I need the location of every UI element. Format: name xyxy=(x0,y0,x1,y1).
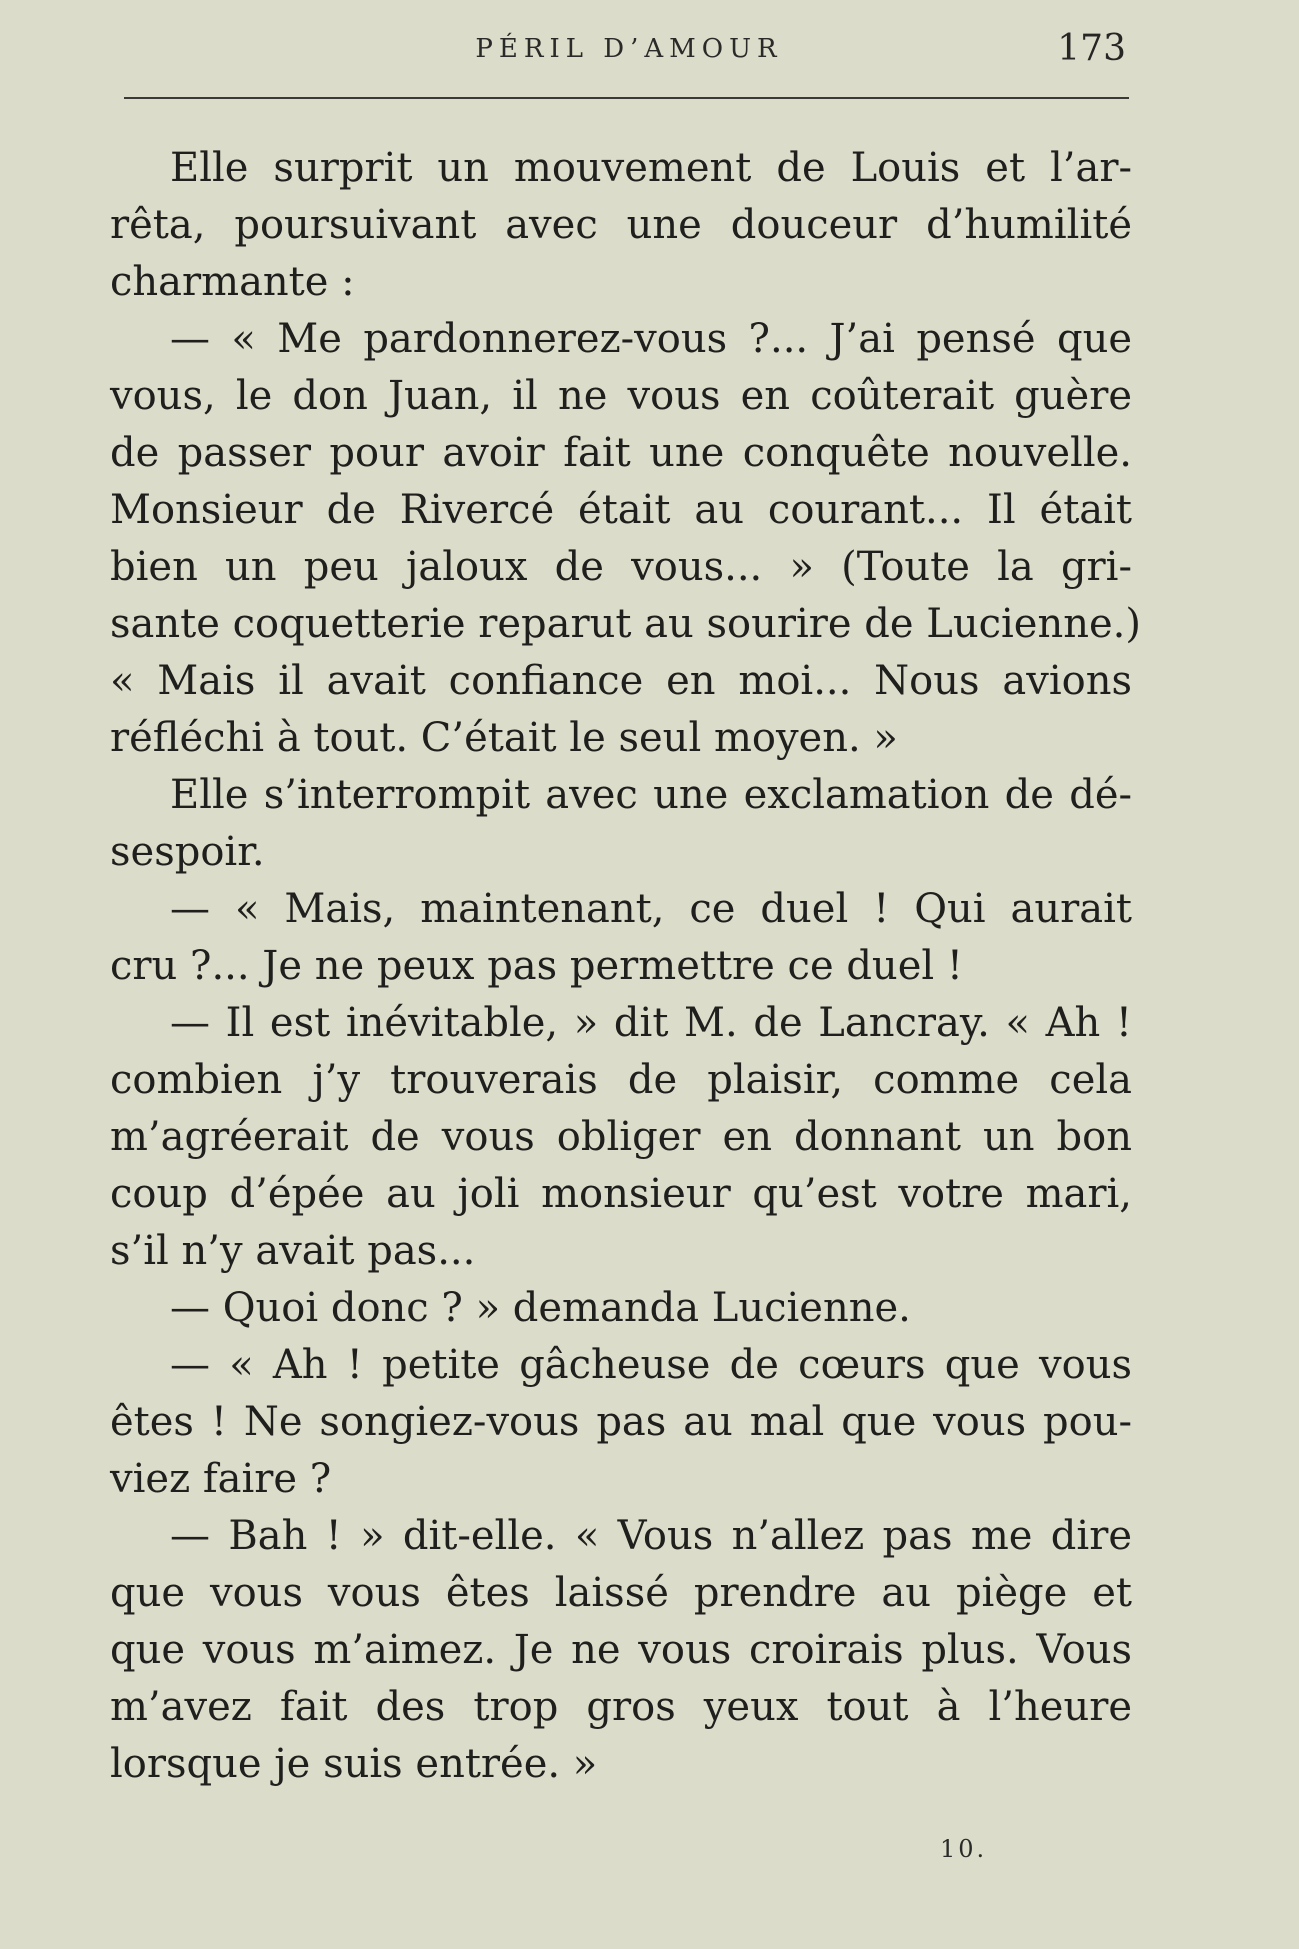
text-line: cru ?... Je ne peux pas permettre ce duel ! xyxy=(110,943,963,989)
text-line: Elle surprit un mouvement de Louis et l’ar- xyxy=(170,145,1132,191)
text-line: — Quoi donc ? » demanda Lucienne. xyxy=(170,1285,911,1331)
text-line: viez faire ? xyxy=(110,1456,332,1502)
text-line: lorsque je suis entrée. » xyxy=(110,1741,598,1787)
text-line: — Il est inévitable, » dit M. de Lancray. « Ah ! xyxy=(170,1000,1132,1046)
header-rule xyxy=(124,97,1129,99)
text-line: vous, le don Juan, il ne vous en coûterait guère xyxy=(110,373,1132,419)
text-line: coup d’épée au joli monsieur qu’est votre mari, xyxy=(110,1171,1132,1217)
text-line: sante coquetterie reparut au sourire de Lucienne.) xyxy=(110,601,1141,647)
text-line: que vous m’aimez. Je ne vous croirais plus. Vous xyxy=(110,1627,1132,1673)
text-line: Elle s’interrompit avec une exclamation de dé- xyxy=(170,772,1132,818)
text-line: « Mais il avait confiance en moi... Nous avions xyxy=(110,658,1132,704)
text-line: sespoir. xyxy=(110,829,265,875)
text-line: bien un peu jaloux de vous... » (Toute la gri- xyxy=(110,544,1132,590)
text-line: êtes ! Ne songiez-vous pas au mal que vous pou- xyxy=(110,1399,1132,1445)
text-line: — « Ah ! petite gâcheuse de cœurs que vous xyxy=(170,1342,1132,1388)
text-line: m’avez fait des trop gros yeux tout à l’heure xyxy=(110,1684,1132,1730)
text-line: charmante : xyxy=(110,259,355,305)
body-text xyxy=(110,140,1141,1793)
text-line: m’agréerait de vous obliger en donnant un bon xyxy=(110,1114,1132,1160)
text-line: rêta, poursuivant avec une douceur d’humilité xyxy=(110,202,1132,248)
text-line: — « Mais, maintenant, ce duel ! Qui aurait xyxy=(170,886,1132,932)
text-line: que vous vous êtes laissé prendre au piège et xyxy=(110,1570,1132,1616)
text-line: combien j’y trouverais de plaisir, comme cela xyxy=(110,1057,1132,1103)
text-line: réfléchi à tout. C’était le seul moyen. » xyxy=(110,715,898,761)
text-line: de passer pour avoir fait une conquête nouvelle. xyxy=(110,430,1132,476)
text-line: — « Me pardonnerez-vous ?... J’ai pensé que xyxy=(170,316,1132,362)
page-number: 173 xyxy=(1057,28,1126,69)
signature-mark: 10. xyxy=(940,1835,988,1863)
running-title: PÉRIL D’AMOUR xyxy=(475,34,783,64)
text-line: — Bah ! » dit-elle. « Vous n’allez pas me dire xyxy=(170,1513,1132,1559)
text-line: s’il n’y avait pas... xyxy=(110,1228,476,1274)
text-line: Monsieur de Rivercé était au courant... Il était xyxy=(110,487,1132,533)
page-header xyxy=(124,28,1134,98)
